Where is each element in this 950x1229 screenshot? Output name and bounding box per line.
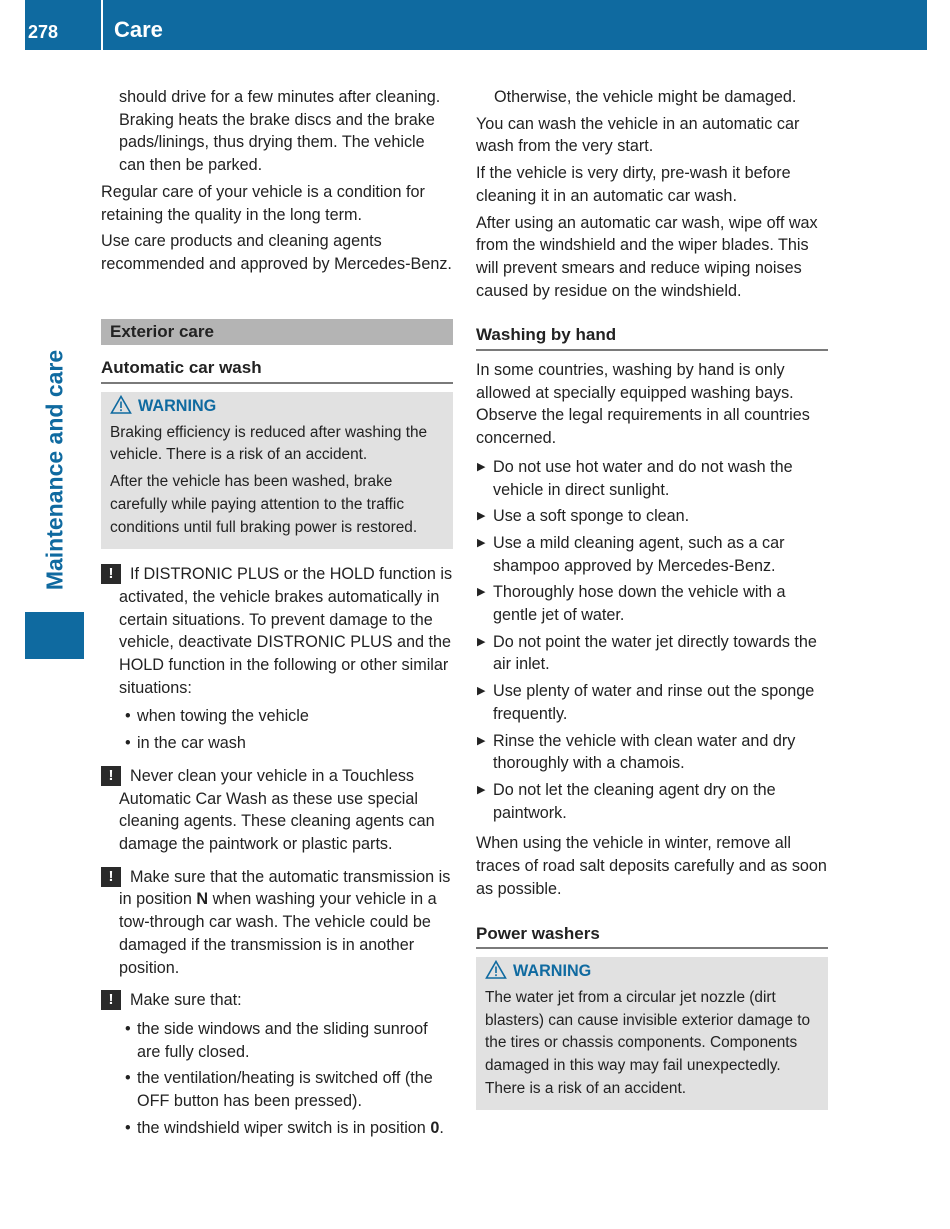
section-title: Exterior care	[101, 319, 453, 346]
list-item: • in the car wash	[119, 732, 453, 755]
list-item: • the windshield wiper switch is in position 0.	[119, 1117, 453, 1140]
warning-text: Braking efficiency is reduced after washing the vehicle. There is a risk of an accident.	[110, 423, 428, 464]
paragraph: If the vehicle is very dirty, pre-wash it before cleaning it in an automatic car wash.	[476, 164, 791, 205]
notice-icon: !	[101, 766, 121, 786]
paragraph: After using an automatic car wash, wipe off wax from the windshield and the wiper blades. This will prevent smears and reduce wiping noises caused by residue on the windshield.	[476, 213, 818, 300]
header-divider	[101, 0, 103, 50]
step-item: ▶ Do not let the cleaning agent dry on the paintwork.	[476, 779, 828, 824]
list-item: • the ventilation/heating is switched off (the OFF button has been pressed).	[119, 1067, 453, 1112]
warning-title	[485, 960, 819, 983]
paragraph: When using the vehicle in winter, remove all traces of road salt deposits carefully and as soon as possible.	[476, 834, 827, 898]
step-item: ▶ Use a mild cleaning agent, such as a car shampoo approved by Mercedes-Benz.	[476, 532, 828, 577]
gear-position: N	[196, 890, 209, 909]
paragraph: In some countries, washing by hand is only allowed at specially equipped washing bays. Observe the legal requirements in all countries concerned.	[476, 361, 810, 448]
bullet-list	[119, 1018, 453, 1140]
notice-text: If DISTRONIC PLUS or the HOLD function is activated, the vehicle brakes automatically in certain situations. To prevent damage to the vehicle, deactivate DISTRONIC PLUS and the HOLD function in the following or other similar situations:	[119, 565, 453, 697]
step-list	[476, 456, 828, 825]
notice-icon: !	[101, 564, 121, 584]
step-item: ▶ Use a soft sponge to clean.	[476, 505, 828, 528]
notice	[101, 765, 453, 856]
wiper-position: 0	[430, 1118, 440, 1137]
subheading: Automatic car wash	[101, 357, 453, 384]
warning-text: After the vehicle has been washed, brake carefully while paying attention to the traffic conditions until full braking power is restored.	[110, 473, 418, 536]
warning-label: WARNING	[513, 962, 592, 981]
side-tab-label: Maintenance and care	[41, 349, 68, 591]
continued-paragraph: should drive for a few minutes after cleaning. Braking heats the brake discs and the brake pads/linings, thus drying them. The vehicle can then be parked.	[119, 88, 441, 175]
notice	[101, 866, 453, 980]
notice-icon: !	[101, 867, 121, 887]
page-number: 278	[28, 22, 59, 42]
step-item: ▶ Use plenty of water and rinse out the sponge frequently.	[476, 680, 828, 725]
paragraph: Use care products and cleaning agents recommended and approved by Mercedes-Benz.	[101, 232, 452, 273]
notice	[101, 989, 453, 1139]
bullet-list	[119, 705, 453, 754]
step-item: ▶ Rinse the vehicle with clean water and dry thoroughly with a chamois.	[476, 730, 828, 775]
paragraph: You can wash the vehicle in an automatic car wash from the very start.	[476, 114, 800, 156]
step-item: ▶ Do not point the water jet directly towards the air inlet.	[476, 631, 828, 676]
notice	[101, 563, 453, 755]
notice-text: Make sure that:	[130, 991, 242, 1010]
warning-triangle-icon	[485, 960, 507, 979]
warning-title	[110, 395, 444, 418]
list-item: • the side windows and the sliding sunroof are fully closed.	[119, 1018, 453, 1063]
step-item: ▶ Do not use hot water and do not wash the vehicle in direct sunlight.	[476, 456, 828, 501]
subheading: Washing by hand	[476, 324, 828, 351]
right-column	[476, 86, 828, 1124]
chapter-title: Care	[114, 17, 163, 42]
notice-icon: !	[101, 990, 121, 1010]
warning-label: WARNING	[138, 397, 217, 416]
warning-text: The water jet from a circular jet nozzle (dirt blasters) can cause invisible exterior damage to the tires or chassis components. Components damaged in this way may fail unexpectedly. There is a risk of an accident.	[485, 988, 811, 1097]
left-column	[101, 86, 453, 1149]
warning-box	[101, 392, 453, 549]
notice-text: Make sure that the automatic transmission is in position N when washing your vehicle in a tow-through car wash. The vehicle could be damaged if the transmission is in another position.	[119, 867, 451, 977]
step-item: ▶ Thoroughly hose down the vehicle with a gentle jet of water.	[476, 581, 828, 626]
side-tab-marker	[25, 612, 84, 659]
subheading: Power washers	[476, 923, 828, 950]
paragraph: Regular care of your vehicle is a condition for retaining the quality in the long term.	[101, 182, 425, 224]
list-item: • when towing the vehicle	[119, 705, 453, 728]
warning-box	[476, 957, 828, 1110]
warning-triangle-icon	[110, 395, 132, 414]
notice-text: Never clean your vehicle in a Touchless Automatic Car Wash as these use special cleaning agents. These cleaning agents can damage the paintwork or plastic parts.	[119, 766, 435, 853]
continued-paragraph: Otherwise, the vehicle might be damaged.	[494, 88, 797, 106]
